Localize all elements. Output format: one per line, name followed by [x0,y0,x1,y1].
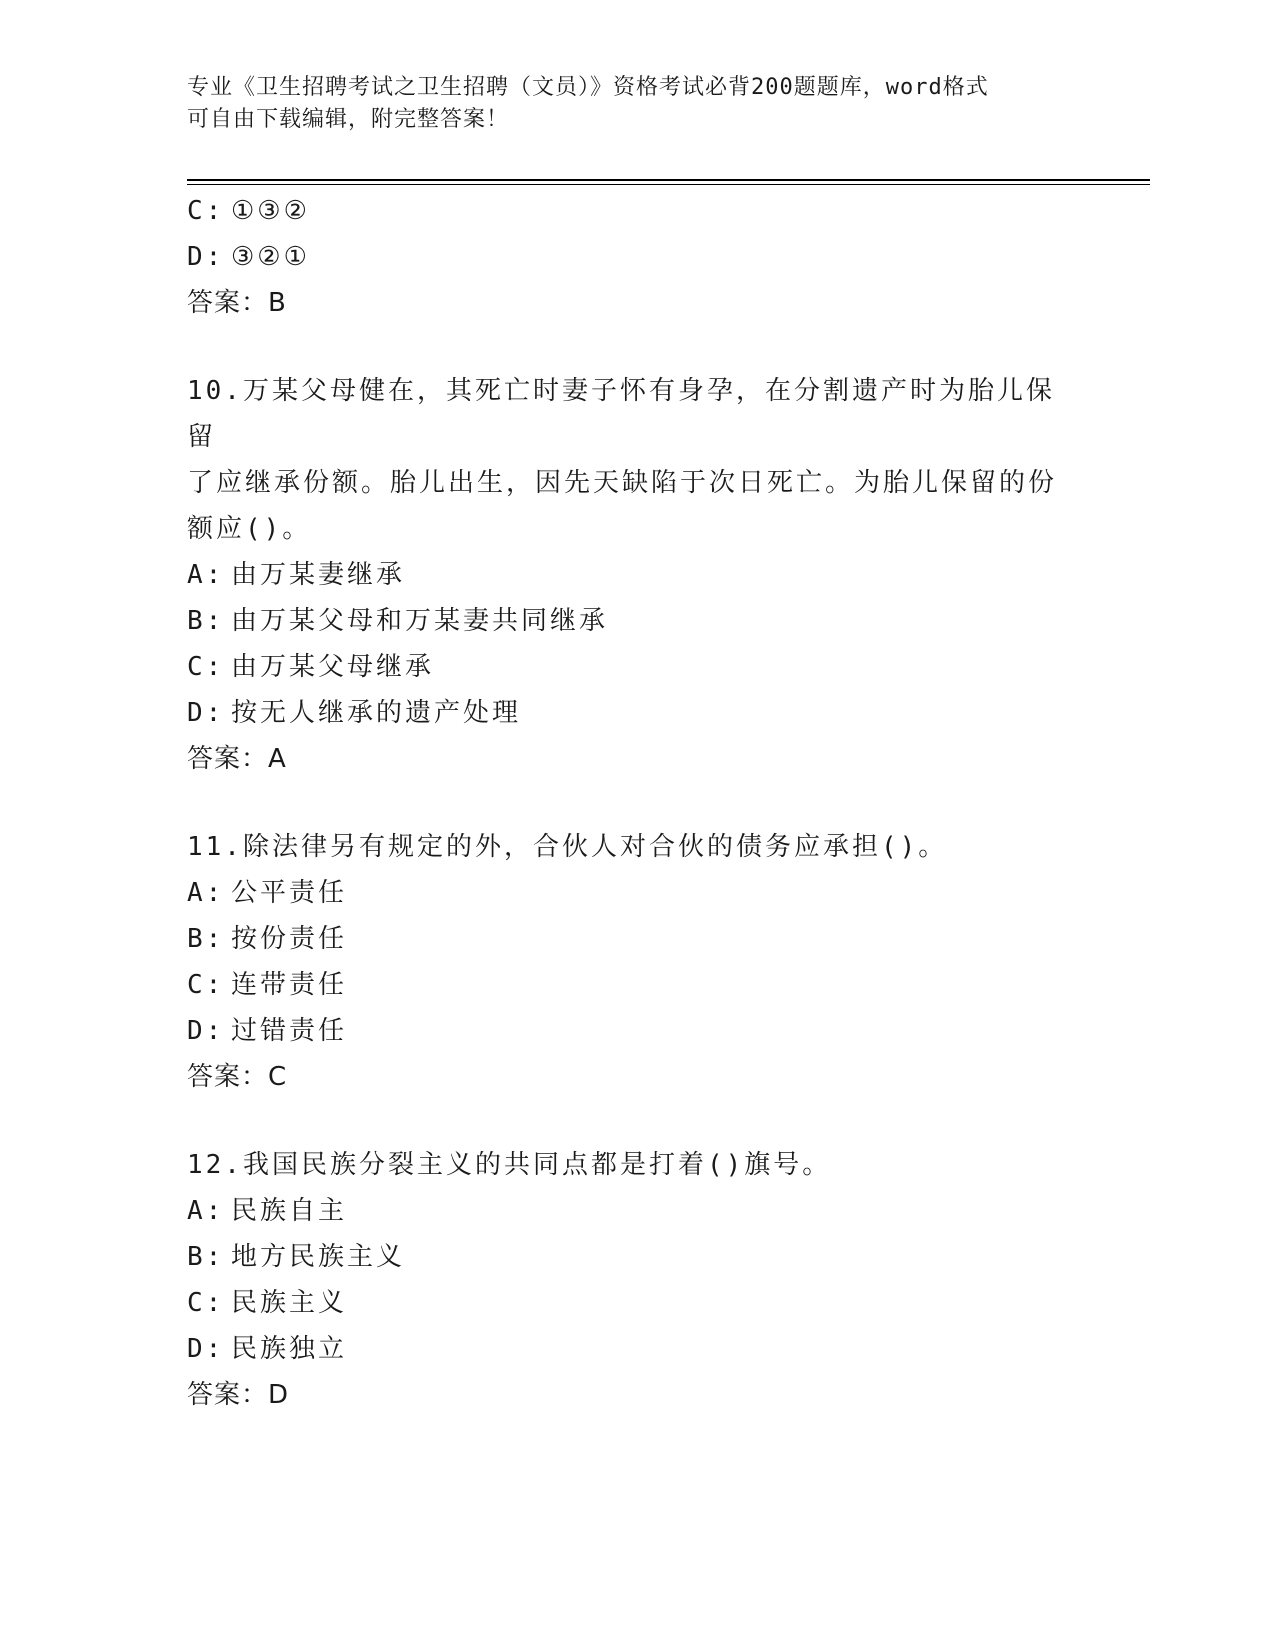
option-b [187,598,1087,644]
option-text: 地方民族主义 [231,1242,406,1272]
answer-line: 答案：B [187,288,287,318]
stem-line: 11.除法律另有规定的外，合伙人对合伙的债务应承担()。 [187,832,948,862]
option-key: A: [187,560,225,590]
question-11 [187,824,1087,1100]
option-d [187,1008,1087,1054]
option-text: 由万某父母继承 [231,652,435,682]
option-c [187,1280,1087,1326]
option-text: 由万某妻继承 [231,560,406,590]
header-line-2: 可自由下载编辑，附完整答案！ [187,107,510,132]
option-text: 按份责任 [231,924,348,954]
option-key: A: [187,878,225,908]
option-a [187,870,1087,916]
option-d [187,690,1087,736]
option-key: D: [187,1016,225,1046]
option-c [187,644,1087,690]
option-d [187,234,1087,280]
option-text: 公平责任 [231,878,348,908]
question-10 [187,368,1087,782]
option-d [187,1326,1087,1372]
answer-line: 答案：D [187,1380,290,1410]
question-9-tail [187,188,1087,326]
document-header [187,72,1087,136]
option-key: B: [187,606,225,636]
option-c [187,962,1087,1008]
option-key: D: [187,242,225,272]
header-divider-thick [187,179,1150,181]
answer-line: 答案：C [187,1062,288,1092]
question-content [187,188,1087,1418]
option-key: D: [187,698,225,728]
option-key: A: [187,1196,225,1226]
option-text: 按无人继承的遗产处理 [231,698,522,728]
option-text: ③②① [231,242,310,272]
option-a [187,552,1087,598]
option-text: 民族主义 [231,1288,348,1318]
option-key: B: [187,1242,225,1272]
option-text: 连带责任 [231,970,348,1000]
question-stem [187,368,1067,552]
option-text: 由万某父母和万某妻共同继承 [231,606,609,636]
option-a [187,1188,1087,1234]
option-key: B: [187,924,225,954]
option-key: D: [187,1334,225,1364]
option-text: ①③② [231,196,310,226]
question-12 [187,1142,1087,1418]
option-b [187,1234,1087,1280]
option-key: C: [187,196,225,226]
option-key: C: [187,652,225,682]
answer-line: 答案：A [187,744,287,774]
option-text: 民族独立 [231,1334,348,1364]
option-b [187,916,1087,962]
option-text: 民族自主 [231,1196,348,1226]
option-key: C: [187,1288,225,1318]
stem-line: 12.我国民族分裂主义的共同点都是打着()旗号。 [187,1150,832,1180]
header-line-1: 专业《卫生招聘考试之卫生招聘（文员）》资格考试必背200题题库，word格式 [187,75,989,100]
stem-line: 额应()。 [187,514,312,544]
option-c [187,188,1087,234]
question-stem [187,1142,1067,1188]
stem-line: 10.万某父母健在，其死亡时妻子怀有身孕，在分割遗产时为胎儿保留 [187,376,1055,452]
option-text: 过错责任 [231,1016,348,1046]
option-key: C: [187,970,225,1000]
stem-line: 了应继承份额。胎儿出生，因先天缺陷于次日死亡。为胎儿保留的份 [187,468,1058,498]
question-stem [187,824,1067,870]
header-divider-thin [187,184,1150,185]
